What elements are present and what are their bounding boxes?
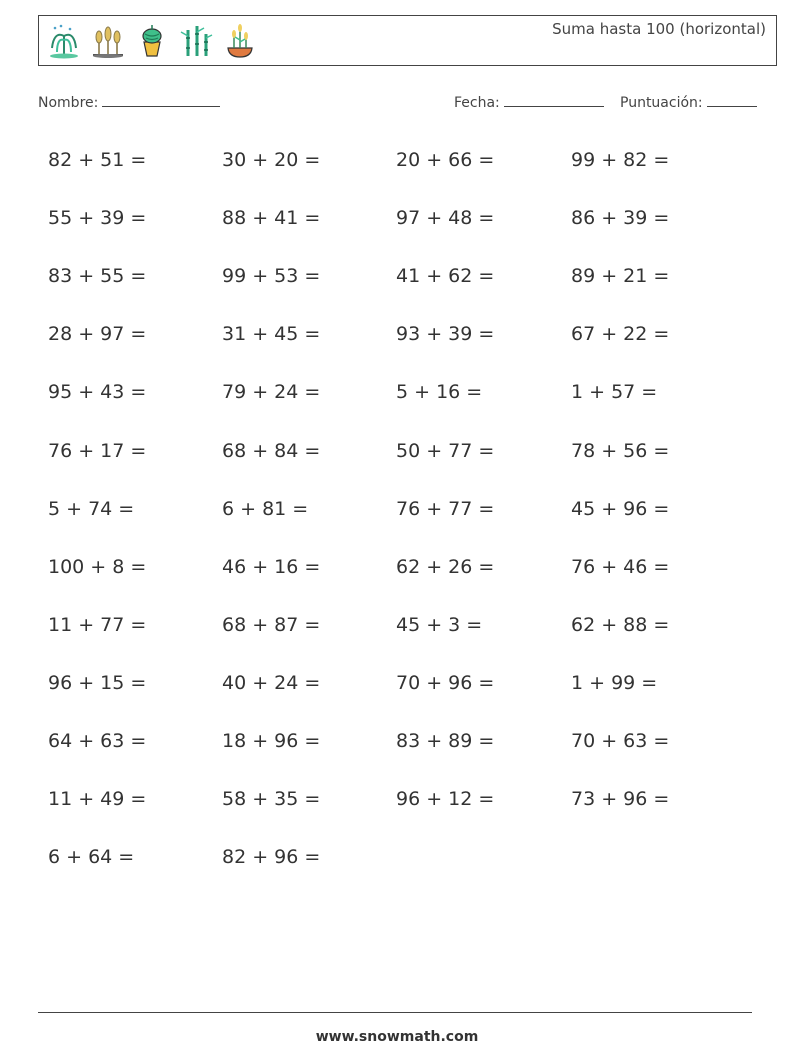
addition-problem: 95 + 43 =	[48, 381, 147, 403]
addition-problem: 58 + 35 =	[222, 788, 321, 810]
footer-divider	[38, 1012, 752, 1013]
addition-problem: 99 + 53 =	[222, 265, 321, 287]
addition-problem: 96 + 15 =	[48, 672, 147, 694]
addition-problem: 1 + 99 =	[571, 672, 658, 694]
addition-problem: 18 + 96 =	[222, 730, 321, 752]
addition-problem: 93 + 39 =	[396, 323, 495, 345]
addition-problem: 31 + 45 =	[222, 323, 321, 345]
addition-problem: 83 + 89 =	[396, 730, 495, 752]
addition-problem: 89 + 21 =	[571, 265, 670, 287]
date-label: Fecha:	[454, 95, 500, 111]
addition-problem: 73 + 96 =	[571, 788, 670, 810]
addition-problem: 11 + 49 =	[48, 788, 147, 810]
addition-problem: 11 + 77 =	[48, 614, 147, 636]
addition-problem: 67 + 22 =	[571, 323, 670, 345]
addition-problem: 50 + 77 =	[396, 440, 495, 462]
addition-problem: 68 + 87 =	[222, 614, 321, 636]
name-label: Nombre:	[38, 95, 99, 111]
addition-problem: 5 + 74 =	[48, 498, 135, 520]
addition-problem: 45 + 96 =	[571, 498, 670, 520]
addition-problem: 45 + 3 =	[396, 614, 483, 636]
addition-problem: 46 + 16 =	[222, 556, 321, 578]
addition-problem: 6 + 81 =	[222, 498, 309, 520]
addition-problem: 70 + 96 =	[396, 672, 495, 694]
addition-problem: 70 + 63 =	[571, 730, 670, 752]
addition-problem: 62 + 26 =	[396, 556, 495, 578]
addition-problem: 83 + 55 =	[48, 265, 147, 287]
addition-problem: 100 + 8 =	[48, 556, 147, 578]
addition-problem: 78 + 56 =	[571, 440, 670, 462]
addition-problem: 79 + 24 =	[222, 381, 321, 403]
addition-problem: 41 + 62 =	[396, 265, 495, 287]
footer-url: www.snowmath.com	[315, 1029, 479, 1045]
addition-problem: 1 + 57 =	[571, 381, 658, 403]
addition-problem: 28 + 97 =	[48, 323, 147, 345]
addition-problem: 96 + 12 =	[396, 788, 495, 810]
addition-problem: 6 + 64 =	[48, 846, 135, 868]
addition-problem: 64 + 63 =	[48, 730, 147, 752]
addition-problem: 82 + 96 =	[222, 846, 321, 868]
addition-problem: 88 + 41 =	[222, 207, 321, 229]
addition-problem: 68 + 84 =	[222, 440, 321, 462]
addition-problem: 86 + 39 =	[571, 207, 670, 229]
addition-problem: 20 + 66 =	[396, 149, 495, 171]
addition-problem: 82 + 51 =	[48, 149, 147, 171]
addition-problem: 62 + 88 =	[571, 614, 670, 636]
addition-problem: 97 + 48 =	[396, 207, 495, 229]
addition-problem: 5 + 16 =	[396, 381, 483, 403]
addition-problem: 40 + 24 =	[222, 672, 321, 694]
addition-problem: 76 + 77 =	[396, 498, 495, 520]
score-label: Puntuación:	[620, 95, 703, 111]
addition-problem: 30 + 20 =	[222, 149, 321, 171]
addition-problem: 76 + 17 =	[48, 440, 147, 462]
addition-problem: 99 + 82 =	[571, 149, 670, 171]
worksheet-title: Suma hasta 100 (horizontal)	[552, 20, 766, 38]
addition-problem: 55 + 39 =	[48, 207, 147, 229]
addition-problem: 76 + 46 =	[571, 556, 670, 578]
